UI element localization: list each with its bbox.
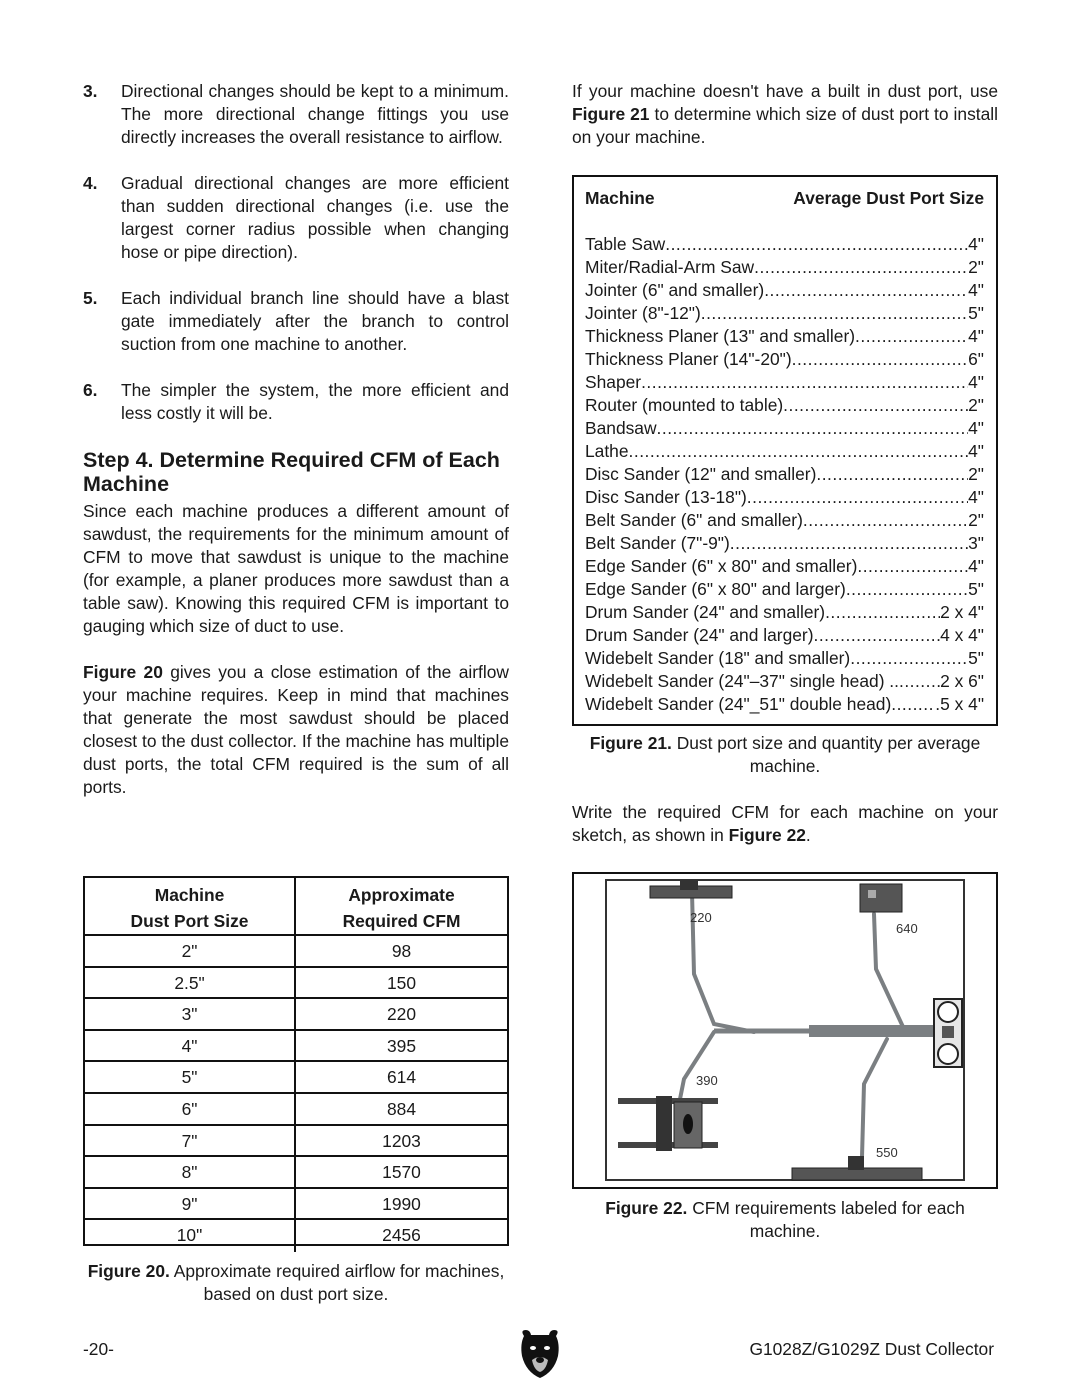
dot-leader — [803, 509, 968, 532]
item-number: 6. — [83, 380, 98, 400]
dot-leader — [730, 532, 968, 555]
machine-name: Disc Sander (13-18") — [585, 487, 747, 507]
dot-leader — [899, 670, 940, 693]
port-size-cell: 6" — [85, 1094, 296, 1124]
machine-name: Edge Sander (6" x 80" and larger) — [585, 579, 846, 599]
port-size: 4" — [968, 372, 984, 392]
layout-drawing — [574, 874, 996, 1187]
table-row — [585, 532, 984, 555]
item-number: 4. — [83, 173, 98, 193]
machine-name: Widebelt Sander (18" and smaller) — [585, 648, 851, 668]
port-size: 3" — [968, 533, 984, 553]
instruction-paragraph — [572, 801, 998, 847]
machine-name: Drum Sander (24" and larger) — [585, 625, 814, 645]
port-size-cell: 10" — [85, 1220, 296, 1252]
cfm-cell: 150 — [386, 972, 416, 993]
figure-reference-paragraph — [83, 661, 509, 799]
machine-name: Thickness Planer (13" and smaller) — [585, 326, 856, 346]
port-size-cell: 4" — [85, 1031, 296, 1061]
port-size-cell: 2" — [85, 936, 296, 966]
cfm-cell: 614 — [386, 1067, 416, 1088]
table-row — [85, 968, 507, 1000]
bandsaw-motor — [848, 1156, 864, 1170]
column-header-machine: Machine — [585, 188, 655, 208]
list-item — [83, 172, 509, 264]
cfm-table — [83, 876, 509, 1246]
table-body — [585, 233, 984, 716]
port-size-cell: 9" — [85, 1189, 296, 1219]
dot-leader — [825, 601, 940, 624]
column-header-port-size — [85, 878, 296, 934]
planer — [860, 884, 902, 912]
dot-leader — [855, 325, 968, 348]
caption-text: Approximate required airflow for machines, based on dust port size. — [169, 1261, 505, 1304]
caption-label: Figure 22. — [605, 1198, 688, 1218]
port-size: 4" — [968, 441, 984, 461]
dot-leader — [891, 693, 935, 716]
dot-leader — [850, 647, 968, 670]
dot-leader — [701, 302, 968, 325]
machine-name: Belt Sander (7"-9") — [585, 533, 730, 553]
machine-name: Miter/Radial-Arm Saw — [585, 257, 755, 277]
item-text: Directional changes should be kept to a minimum. The more directional change fittings you use directly increases the overall resistance to airflow. — [121, 81, 509, 147]
column-header-size: Average Dust Port Size — [793, 188, 984, 208]
table-header — [585, 187, 984, 210]
table-row — [585, 578, 984, 601]
table-row — [585, 394, 984, 417]
cfm-cell: 1203 — [382, 1130, 421, 1151]
port-size: 4" — [968, 556, 984, 576]
machine-name: Table Saw — [585, 234, 666, 254]
table-body — [85, 936, 507, 1252]
cfm-cell: 98 — [391, 941, 412, 961]
header-line: Dust Port Size — [130, 911, 249, 931]
figure-ref: Figure 20 — [83, 662, 163, 682]
table-row — [585, 555, 984, 578]
document-title: G1028Z/G1029Z Dust Collector — [749, 1339, 994, 1359]
table-row — [585, 440, 984, 463]
port-size: 4" — [968, 418, 984, 438]
table-row — [85, 1031, 507, 1063]
dot-leader — [657, 417, 969, 440]
port-size: 5" — [968, 303, 984, 323]
dot-leader — [754, 256, 968, 279]
dot-leader — [629, 440, 969, 463]
port-size: 4" — [968, 487, 984, 507]
cfm-cell: 2456 — [382, 1225, 421, 1246]
table-row — [585, 509, 984, 532]
table-saw-motor — [680, 880, 698, 890]
left-column — [83, 80, 509, 822]
dot-leader — [747, 486, 968, 509]
table-row — [585, 463, 984, 486]
table-row — [585, 325, 984, 348]
item-text: Each individual branch line should have a blast gate immediately after the branch to control suction from one machine to another. — [121, 288, 509, 354]
paragraph-text: to determine which size of dust port to install on your machine. — [572, 104, 998, 147]
table-row — [585, 256, 984, 279]
table-header — [85, 878, 507, 936]
machine-name: Jointer (8"-12") — [585, 303, 701, 323]
cfm-cell: 395 — [386, 1035, 416, 1056]
cfm-cell: 884 — [386, 1098, 416, 1119]
dot-leader — [846, 578, 968, 601]
caption-text: Dust port size and quantity per average machine. — [671, 733, 981, 776]
port-size: 2" — [968, 510, 984, 530]
machine-name: Widebelt Sander (24"_51" double head) — [585, 694, 892, 714]
table-row — [85, 1094, 507, 1126]
machine-name: Disc Sander (12" and smaller) — [585, 464, 817, 484]
table-row — [585, 624, 984, 647]
table-row — [585, 670, 984, 693]
collector-motor — [942, 1026, 954, 1038]
machine-name: Bandsaw — [585, 418, 657, 438]
page-number: -20- — [83, 1339, 114, 1359]
table-row — [85, 1157, 507, 1189]
section-heading: Step 4. Determine Required CFM of Each Machine — [83, 448, 500, 496]
item-number: 3. — [83, 81, 98, 101]
paragraph-text: . — [805, 825, 811, 845]
port-size: 2 x 6" — [940, 671, 984, 691]
port-size-cell: 2.5" — [85, 968, 296, 998]
intro-paragraph — [572, 80, 998, 149]
table-row — [85, 1062, 507, 1094]
machine-name: Shaper — [585, 372, 642, 392]
port-size-cell: 7" — [85, 1126, 296, 1156]
machine-name: Belt Sander (6" and smaller) — [585, 510, 803, 530]
dot-leader — [816, 463, 968, 486]
cfm-cell: 1570 — [382, 1162, 421, 1183]
table-row — [85, 936, 507, 968]
port-size: 5" — [968, 648, 984, 668]
machine-name: Widebelt Sander (24"–37" single head) .. — [585, 671, 899, 691]
figure-21-caption — [572, 732, 998, 778]
port-size-cell: 5" — [85, 1062, 296, 1092]
jointer-body — [656, 1096, 672, 1151]
paragraph-text: If your machine doesn't have a built in dust port, use — [572, 81, 998, 101]
header-line: Approximate — [348, 885, 455, 905]
table-row — [585, 693, 984, 716]
figure-20-caption — [83, 1260, 509, 1306]
cfm-label: 640 — [896, 921, 918, 936]
port-size-cell: 3" — [85, 999, 296, 1029]
table-row — [585, 279, 984, 302]
caption-label: Figure 21. — [589, 733, 672, 753]
port-size: 2" — [968, 257, 984, 277]
intro-paragraph: Since each machine produces a different amount of sawdust, the requirements for the minimum amount of CFM to move that sawdust is unique to the machine (for example, a planer produces more sawdust than a table saw). Knowing this required CFM is important to gauging which size of duct to use. — [83, 501, 509, 636]
dot-leader — [857, 555, 968, 578]
list-item — [83, 379, 509, 425]
dot-leader — [783, 394, 968, 417]
port-size: 2" — [968, 395, 984, 415]
machine-name: Drum Sander (24" and smaller) — [585, 602, 826, 622]
header-line: Required CFM — [342, 911, 461, 931]
port-size: 4" — [968, 234, 984, 254]
figure-22-caption — [572, 1197, 998, 1243]
machine-name: Lathe — [585, 441, 629, 461]
item-number: 5. — [83, 288, 98, 308]
port-size: 4" — [968, 326, 984, 346]
table-row — [585, 348, 984, 371]
list-item — [83, 80, 509, 149]
figure-ref: Figure 22 — [728, 825, 806, 845]
shop-layout-diagram — [572, 872, 998, 1189]
header-line: Machine — [154, 885, 225, 905]
table-row — [585, 302, 984, 325]
cfm-cell: 220 — [386, 1004, 416, 1025]
jointer-port — [683, 1114, 693, 1134]
collector-bag — [938, 1002, 958, 1022]
cfm-cell: 1990 — [382, 1193, 421, 1214]
table-row — [585, 486, 984, 509]
cfm-label: 220 — [690, 910, 712, 925]
dot-leader — [764, 279, 968, 302]
machine-name: Jointer (6" and smaller) — [585, 280, 765, 300]
paragraph-text: Write the required CFM for each machine on your sketch, as shown in — [572, 802, 998, 845]
table-row — [585, 647, 984, 670]
table-row — [585, 233, 984, 256]
machine-name: Thickness Planer (14"-20") — [585, 349, 792, 369]
dot-leader — [814, 624, 941, 647]
table-row — [85, 1189, 507, 1221]
cfm-label: 390 — [696, 1073, 718, 1088]
list-item — [83, 287, 509, 356]
caption-label: Figure 20. — [87, 1261, 170, 1281]
port-size: 6" — [968, 349, 984, 369]
dust-port-size-table — [572, 175, 998, 726]
planer-detail — [868, 890, 876, 898]
port-size: .5 x 4" — [935, 694, 984, 714]
port-size-cell: 8" — [85, 1157, 296, 1187]
item-text: The simpler the system, the more efficient and less costly it will be. — [121, 380, 509, 423]
table-row — [85, 1220, 507, 1252]
machine-name: Edge Sander (6" x 80" and smaller) — [585, 556, 858, 576]
bear-logo-graphic — [518, 1328, 562, 1380]
table-row — [85, 1126, 507, 1158]
column-header-cfm — [296, 878, 507, 934]
port-size: 2 x 4" — [940, 602, 984, 622]
port-size: 2" — [968, 464, 984, 484]
collector-bag — [938, 1044, 958, 1064]
dot-leader — [792, 348, 969, 371]
cfm-label: 550 — [876, 1145, 898, 1160]
machine-name: Router (mounted to table) — [585, 395, 784, 415]
port-size: 5" — [968, 579, 984, 599]
dot-leader — [665, 233, 968, 256]
right-column — [572, 80, 998, 172]
bear-logo-icon — [518, 1328, 562, 1380]
port-size: 4" — [968, 280, 984, 300]
table-row — [85, 999, 507, 1031]
paragraph-text: gives you a close estimation of the airflow your machine requires. Keep in mind that machines that generate the most sawdust should be placed closest to the dust collector. If the machine has multiple dust ports, the total CFM required is the sum of all ports. — [83, 662, 509, 797]
table-row — [585, 371, 984, 394]
caption-text: CFM requirements labeled for each machine. — [687, 1198, 965, 1241]
item-text: Gradual directional changes are more efficient than sudden directional changes (i.e. use the largest corner radius possible when changing hose or pipe direction). — [121, 173, 509, 262]
figure-ref: Figure 21 — [572, 104, 650, 124]
dot-leader — [641, 371, 968, 394]
table-row — [585, 601, 984, 624]
port-size: 4 x 4" — [940, 625, 984, 645]
table-row — [585, 417, 984, 440]
